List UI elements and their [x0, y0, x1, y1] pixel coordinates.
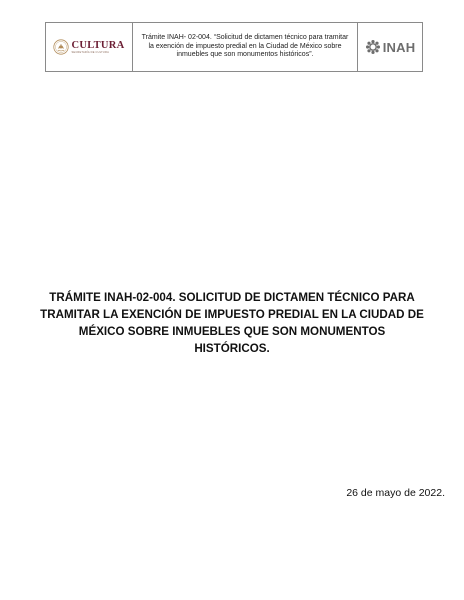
inah-logo-word: INAH — [382, 39, 416, 55]
cultura-logo-cell — [46, 23, 133, 71]
document-header — [45, 22, 423, 72]
inah-logo — [365, 39, 416, 55]
document-date: 26 de mayo de 2022. — [346, 487, 445, 499]
tramite-header-cell — [133, 23, 358, 71]
cultura-logo — [53, 39, 124, 55]
inah-logo-cell — [358, 23, 422, 71]
cultura-logo-subtitle: SECRETARÍA DE CULTURA — [71, 50, 110, 54]
cultura-logo-word: CULTURA — [71, 39, 125, 51]
inah-emblem-icon — [365, 39, 381, 55]
mexico-eagle-seal-icon — [53, 39, 69, 55]
document-title: TRÁMITE INAH-02-004. SOLICITUD DE DICTAMEN TÉCNICO PARA TRAMITAR LA EXENCIÓN DE IMPUESTO PREDIAL EN LA CIUDAD DE MÉXICO SOBRE INMUEBLES QUE SON MONUMENTOS HISTÓRICOS. — [40, 291, 424, 355]
tramite-header-text: Trámite INAH- 02-004. “Solicitud de dictamen técnico para tramitar la exención de impuesto predial en la Ciudad de México sobre inmuebles que son monumentos históricos”. — [141, 34, 349, 59]
